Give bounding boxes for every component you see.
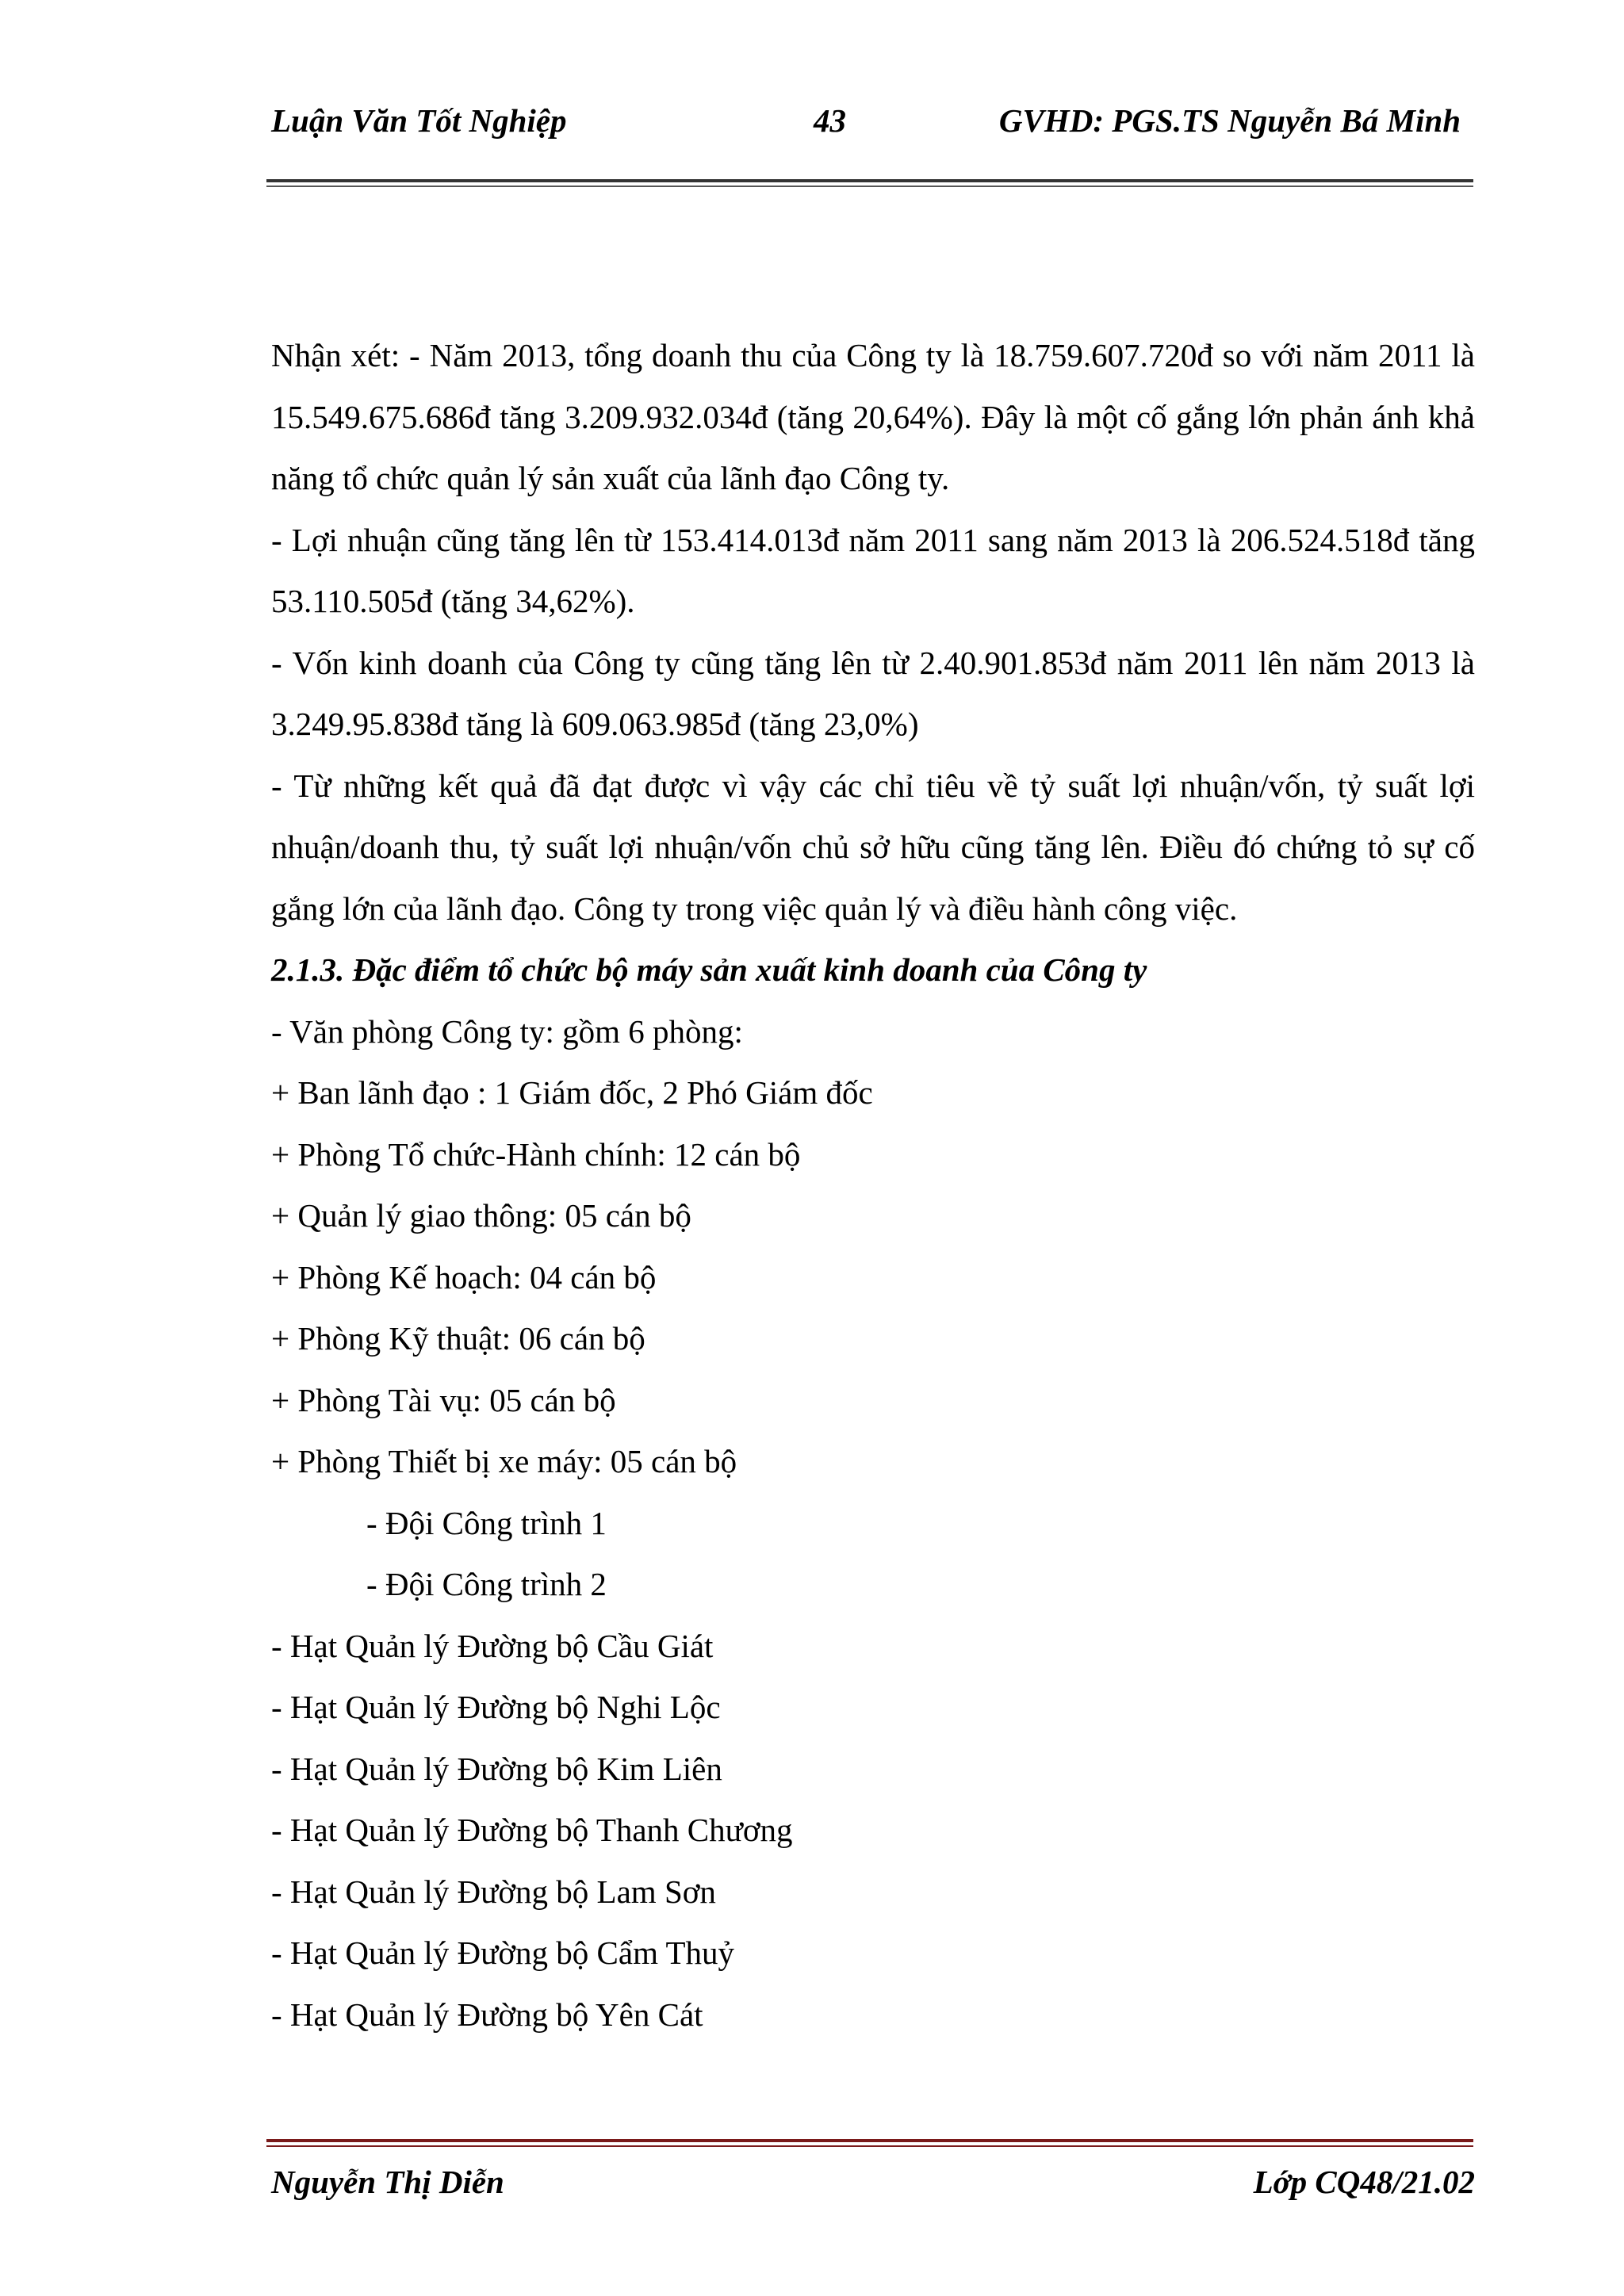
list-item-district: - Hạt Quản lý Đường bộ Nghi Lộc bbox=[271, 1689, 721, 1725]
list-item: + Quản lý giao thông: 05 cán bộ bbox=[271, 1197, 691, 1234]
header-supervisor: GVHD: PGS.TS Nguyễn Bá Minh bbox=[998, 102, 1461, 139]
page-footer bbox=[271, 2163, 1475, 2210]
list-item-indented: - Đội Công trình 2 bbox=[366, 1566, 607, 1602]
list-item-district: - Hạt Quản lý Đường bộ Thanh Chương bbox=[271, 1812, 793, 1848]
header-thesis-title: Luận Văn Tốt Nghiệp bbox=[271, 102, 567, 139]
list-item-district: - Hạt Quản lý Đường bộ Cầu Giát bbox=[271, 1627, 714, 1664]
list-item-district: - Hạt Quản lý Đường bộ Cẩm Thuỷ bbox=[271, 1934, 735, 1971]
list-item: - Văn phòng Công ty: gồm 6 phòng: bbox=[271, 1012, 743, 1050]
paragraph-capital: - Vốn kinh doanh của Công ty cũng tăng lên từ 2.40.901.853đ năm 2011 lên năm 2013 là 3.249.95.838đ tăng là 609.063.985đ (tăng 23,0%) bbox=[271, 644, 1475, 742]
list-item: + Phòng Kế hoạch: 04 cán bộ bbox=[271, 1258, 657, 1295]
list-item-district: - Hạt Quản lý Đường bộ Yên Cát bbox=[271, 1996, 703, 2033]
page-body bbox=[271, 325, 1475, 2045]
list-item-indented: - Đội Công trình 1 bbox=[366, 1504, 607, 1541]
list-item-district: - Hạt Quản lý Đường bộ Kim Liên bbox=[271, 1750, 722, 1787]
header-divider bbox=[266, 179, 1473, 182]
paragraph-profit: - Lợi nhuận cũng tăng lên từ 153.414.013đ năm 2011 sang năm 2013 là 206.524.518đ tăng 53.110.505đ (tăng 34,62%). bbox=[271, 521, 1475, 619]
list-item: + Phòng Thiết bị xe máy: 05 cán bộ bbox=[271, 1443, 737, 1479]
footer-author: Nguyễn Thị Diễn bbox=[271, 2164, 504, 2200]
list-item: + Ban lãnh đạo : 1 Giám đốc, 2 Phó Giám đốc bbox=[271, 1074, 873, 1111]
page-header bbox=[271, 94, 1461, 149]
page-number: 43 bbox=[814, 102, 846, 139]
section-heading: 2.1.3. Đặc điểm tổ chức bộ máy sản xuất kinh doanh của Công ty bbox=[271, 951, 1147, 988]
footer-class: Lớp CQ48/21.02 bbox=[1253, 2164, 1475, 2200]
list-item-district: - Hạt Quản lý Đường bộ Lam Sơn bbox=[271, 1873, 716, 1910]
paragraph-ratios: - Từ những kết quả đã đạt được vì vậy các chỉ tiêu về tỷ suất lợi nhuận/vốn, tỷ suất lợi nhuận/doanh thu, tỷ suất lợi nhuận/vốn chủ sở hữu cũng tăng lên. Điều đó chứng tỏ sự cố gắng lớn của lãnh đạo. Công ty trong việc quản lý và điều hành công việc. bbox=[271, 767, 1475, 927]
list-item: + Phòng Kỹ thuật: 06 cán bộ bbox=[271, 1320, 645, 1357]
footer-divider bbox=[266, 2139, 1473, 2142]
list-item: + Phòng Tổ chức-Hành chính: 12 cán bộ bbox=[271, 1135, 801, 1173]
list-item: + Phòng Tài vụ: 05 cán bộ bbox=[271, 1381, 616, 1418]
paragraph-revenue-remark: Nhận xét: - Năm 2013, tổng doanh thu của Công ty là 18.759.607.720đ so với năm 2011 là 15.549.675.686đ tăng 3.209.932.034đ (tăng 20,64%). Đây là một cố gắng lớn phản ánh khả năng tổ chức quản lý sản xuất của lãnh đạo Công ty. bbox=[271, 337, 1475, 496]
